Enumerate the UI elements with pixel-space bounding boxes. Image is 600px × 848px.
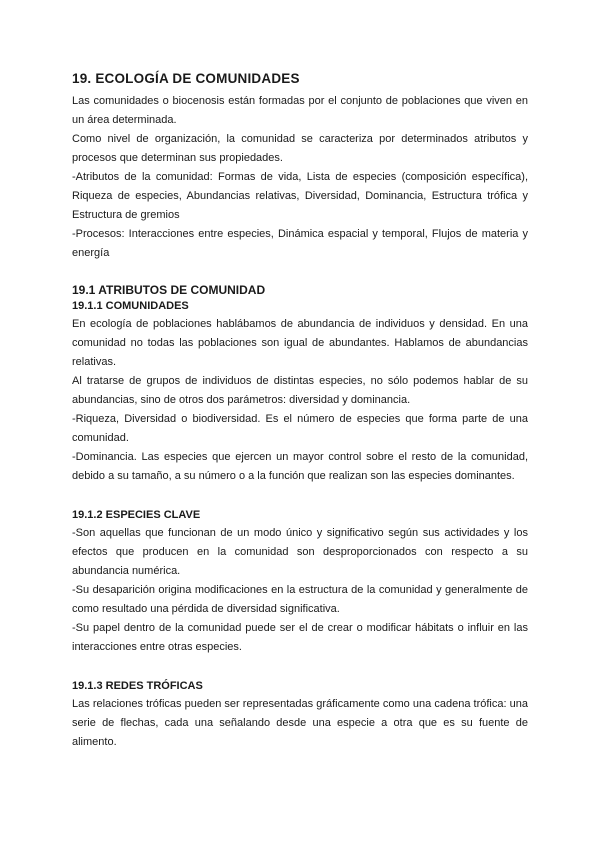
intro-attributes-list: -Atributos de la comunidad: Formas de vida, Lista de especies (composición específica), Riqueza de especies, Abundancias relativas, Diversidad, Dominancia, Estructura trófica y Estructura de gremios xyxy=(72,171,528,221)
section-heading-19-1: 19.1 ATRIBUTOS DE COMUNIDAD xyxy=(72,283,266,297)
especies-clave-paragraph-3: -Su papel dentro de la comunidad puede ser el de crear o modificar hábitats o influir en las interacciones entre otras especies. xyxy=(72,622,528,653)
redes-troficas-paragraph-1: Las relaciones tróficas pueden ser representadas gráficamente como una cadena trófica: una serie de flechas, cada una señalando desde una especie a otra que es su fuente de alimento. xyxy=(72,698,528,748)
subsection-heading-19-1-1: 19.1.1 COMUNIDADES xyxy=(72,300,189,312)
subsection-heading-19-1-3: 19.1.3 REDES TRÓFICAS xyxy=(72,680,203,692)
intro-paragraph-2: Como nivel de organización, la comunidad se caracteriza por determinados atributos y procesos que determinan sus propiedades. xyxy=(72,133,528,164)
comunidades-paragraph-1: En ecología de poblaciones hablábamos de abundancia de individuos y densidad. En una comunidad no todas las poblaciones son igual de abundantes. Hablamos de abundancias relativas. xyxy=(72,318,528,368)
comunidades-paragraph-4: -Dominancia. Las especies que ejercen un mayor control sobre el resto de la comunidad, debido a su tamaño, a su número o a la función que realizan son las especies dominantes. xyxy=(72,451,528,482)
especies-clave-paragraph-2: -Su desaparición origina modificaciones en la estructura de la comunidad y generalmente de como resultado una pérdida de diversidad significativa. xyxy=(72,584,528,615)
intro-processes-list: -Procesos: Interacciones entre especies, Dinámica espacial y temporal, Flujos de materia y energía xyxy=(72,228,528,259)
intro-paragraph-1: Las comunidades o biocenosis están formadas por el conjunto de poblaciones que viven en un área determinada. xyxy=(72,95,528,126)
subsection-heading-19-1-2: 19.1.2 ESPECIES CLAVE xyxy=(72,509,201,521)
comunidades-paragraph-2: Al tratarse de grupos de individuos de distintas especies, no sólo podemos hablar de su abundancias, sino de otros dos parámetros: diversidad y dominancia. xyxy=(72,375,528,406)
comunidades-paragraph-3: -Riqueza, Diversidad o biodiversidad. Es el número de especies que forma parte de una comunidad. xyxy=(72,413,528,444)
page-title: 19. ECOLOGÍA DE COMUNIDADES xyxy=(72,71,300,86)
especies-clave-paragraph-1: -Son aquellas que funcionan de un modo único y significativo según sus actividades y los efectos que producen en la comunidad son desproporcionados con respecto a su abundancia numérica. xyxy=(72,527,528,577)
document-page xyxy=(72,70,528,752)
